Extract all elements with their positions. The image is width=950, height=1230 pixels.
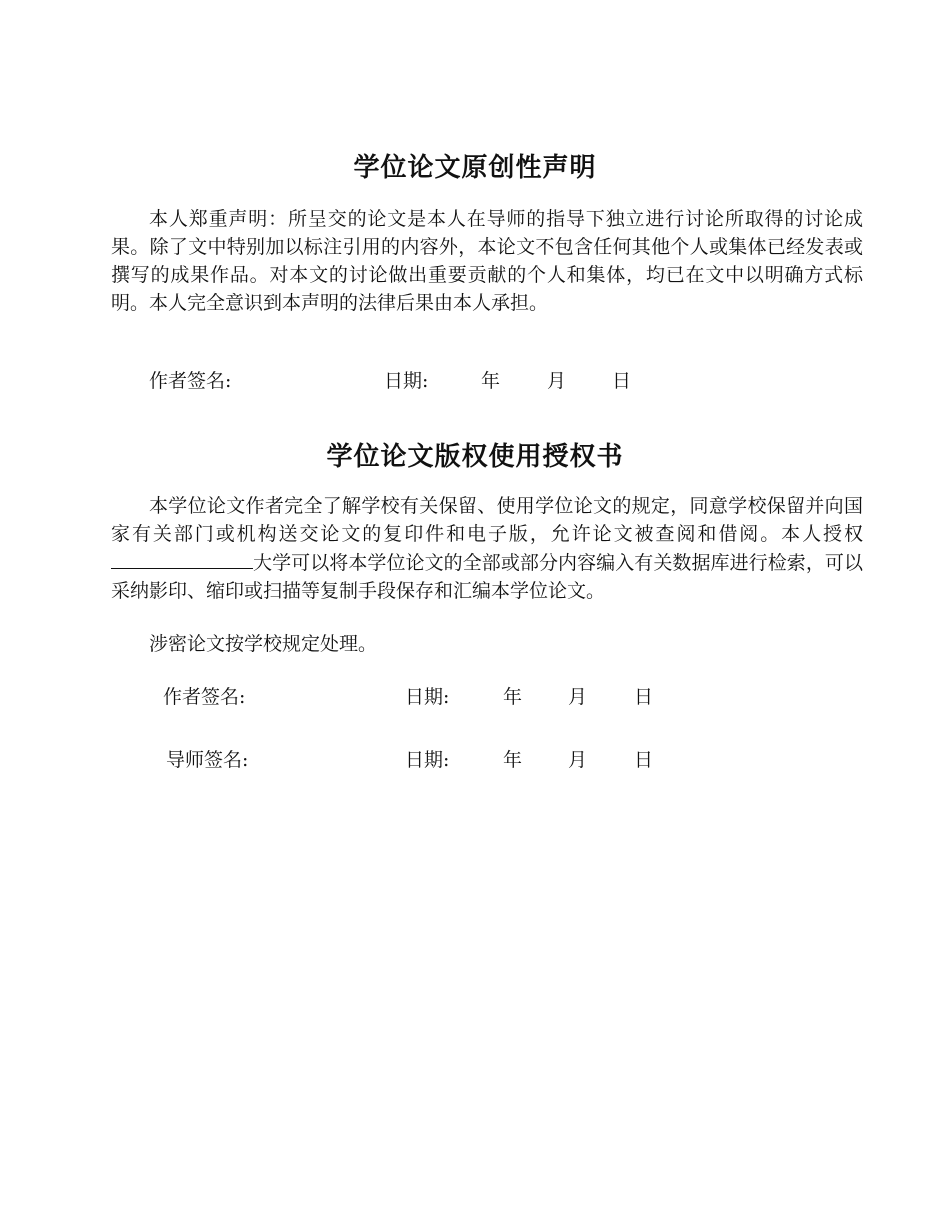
authorization-author-year-label: 年 bbox=[503, 686, 523, 708]
authorization-advisor-year-label: 年 bbox=[503, 749, 523, 771]
authorization-author-signature-line bbox=[0, 683, 950, 711]
secret-thesis-note: 涉密论文按学校规定处理。 bbox=[149, 633, 378, 655]
declaration-date-label: 日期: bbox=[384, 370, 429, 392]
authorization-advisor-month-label: 月 bbox=[568, 749, 588, 771]
authorization-body-part-1: 本学位论文作者完全了解学校有关保留、使用学位论文的规定，同意学校保留并向国家有关部门或机构送交论文的复印件和电子版，允许论文被查阅和借阅。本人授权 bbox=[111, 495, 863, 545]
declaration-day-label: 日 bbox=[612, 370, 632, 392]
authorization-author-label: 作者签名: bbox=[163, 686, 246, 708]
declaration-author-label: 作者签名: bbox=[149, 370, 232, 392]
declaration-year-label: 年 bbox=[481, 370, 501, 392]
authorization-author-day-label: 日 bbox=[634, 686, 654, 708]
declaration-signature-line bbox=[0, 367, 950, 395]
authorization-advisor-date-label: 日期: bbox=[405, 749, 450, 771]
authorization-author-month-label: 月 bbox=[568, 686, 588, 708]
authorization-body bbox=[111, 492, 863, 605]
declaration-title: 学位论文原创性声明 bbox=[353, 153, 597, 183]
authorization-advisor-signature-line bbox=[0, 746, 950, 774]
declaration-body: 本人郑重声明：所呈交的论文是本人在导师的指导下独立进行讨论所取得的讨论成果。除了文中特别加以标注引用的内容外，本论文不包含任何其他个人或集体已经发表或撰写的成果作品。对本文的讨论做出重要贡献的个人和集体，均已在文中以明确方式标明。本人完全意识到本声明的法律后果由本人承担。 bbox=[111, 208, 863, 314]
authorization-author-date-label: 日期: bbox=[405, 686, 450, 708]
authorization-advisor-label: 导师签名: bbox=[166, 749, 249, 771]
declaration-month-label: 月 bbox=[547, 370, 567, 392]
authorization-advisor-day-label: 日 bbox=[634, 749, 654, 771]
authorization-body-part-2: 大学可以将本学位论文的全部或部分内容编入有关数据库进行检索，可以采纳影印、缩印或扫描等复制手段保存和汇编本学位论文。 bbox=[111, 552, 863, 602]
university-name-blank[interactable] bbox=[111, 548, 253, 569]
authorization-title: 学位论文版权使用授权书 bbox=[326, 442, 624, 472]
